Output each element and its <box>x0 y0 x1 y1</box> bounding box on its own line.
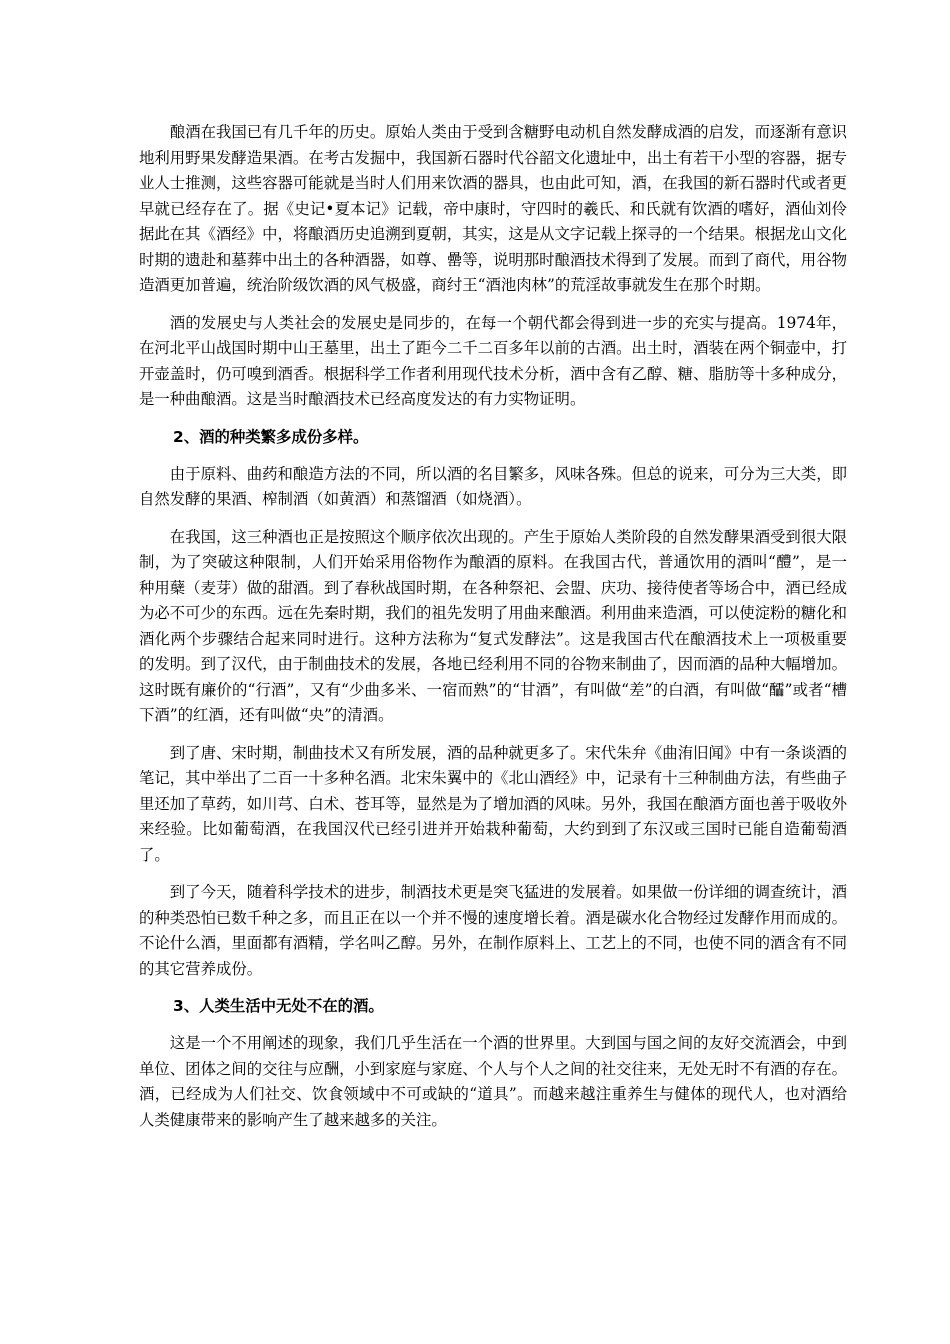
document-page <box>139 120 847 1145</box>
paragraph-three-categories: 由于原料、曲药和酿造方法的不同，所以酒的名目繁多，风味各殊。但总的说来，可分为三大类，即自然发酵的果酒、榨制酒（如黄酒）和蒸馏酒（如烧酒）。 <box>139 464 847 508</box>
paragraph-tang-song: 到了唐、宋时期，制曲技术又有所发展，酒的品种就更多了。宋代朱弁《曲洧旧闻》中有一条谈酒的笔记，其中举出了二百一十多种名酒。北宋朱翼中的《北山酒经》中，记录有十三种制曲方法，有些曲子里还加了草药，如川芎、白术、苍耳等，显然是为了增加酒的风味。另外，我国在酿酒方面也善于吸收外来经验。比如葡萄酒，在我国汉代已经引进并开始栽种葡萄，大约到到了东汉或三国时已能自造葡萄酒了。 <box>139 743 847 864</box>
paragraph-wine-everywhere: 这是一个不用阐述的现象，我们几乎生活在一个酒的世界里。大到国与国之间的友好交流酒会，中到单位、团体之间的交往与应酬，小到家庭与家庭、个人与个人之间的社交往来，无处无时不有酒的存在。酒，已经成为人们社交、饮食领域中不可或缺的“道具”。而越来越注重养生与健体的现代人，也对酒给人类健康带来的影响产生了越来越多的关注。 <box>139 1034 847 1129</box>
section-heading-wine-in-life: 3、人类生活中无处不在的酒。 <box>173 997 384 1015</box>
section-heading-wine-varieties: 2、酒的种类繁多成份多样。 <box>173 427 369 446</box>
paragraph-ancient-brewing: 在我国，这三种酒也正是按照这个顺序依次出现的。产生于原始人类阶段的自然发酵果酒受到很大限制，为了突破这种限制，人们开始采用俗物作为酿酒的原料。在我国古代，普通饮用的酒叫“醴”，是一种用蘖（麦芽）做的甜酒。到了春秋战国时期，在各种祭祀、会盟、庆功、接待使者等场合中，酒已经成为必不可少的东西。远在先秦时期，我们的祖先发明了用曲来酿酒。利用曲来造酒，可以使淀粉的糖化和酒化两个步骤结合起来同时进行。这种方法称为“复式发酵法”。这是我国古代在酿酒技术上一项极重要的发明。到了汉代，由于制曲技术的发展，各地已经利用不同的谷物来制曲了，因而酒的品种大幅增加。这时既有廉价的“行酒”，又有“少曲多米、一宿而熟”的“甘酒”，有叫做“差”的白酒，有叫做“醽”或者“槽下酒”的红酒，还有叫做“央”的清酒。 <box>139 527 847 724</box>
paragraph-wine-history-development: 酒的发展史与人类社会的发展史是同步的，在每一个朝代都会得到进一步的充实与提高。1974年，在河北平山战国时期中山王墓里，出土了距今二千二百多年以前的古酒。出土时，酒装在两个铜壶中，打开壶盖时，仍可嗅到酒香。根据科学工作者利用现代技术分析，酒中含有乙醇、糖、脂肪等十多种成分，是一种曲酿酒。这是当时酿酒技术已经高度发达的有力实物证明。 <box>139 313 847 408</box>
paragraph-modern-wine: 到了今天，随着科学技术的进步，制酒技术更是突飞猛进的发展着。如果做一份详细的调查统计，酒的种类恐怕已数千种之多，而且正在以一个并不慢的速度增长着。酒是碳水化合物经过发酵作用而成的。不论什么酒，里面都有酒精，学名叫乙醇。另外，在制作原料上、工艺上的不同，也使不同的酒含有不同的其它营养成份。 <box>139 883 847 978</box>
paragraph-wine-history-origins: 酿酒在我国已有几千年的历史。原始人类由于受到含糖野电动机自然发酵成酒的启发，而逐渐有意识地利用野果发酵造果酒。在考古发掘中，我国新石器时代谷韶文化遗址中，出土有若干小型的容器，据专业人士推测，这些容器可能就是当时人们用来饮酒的器具，也由此可知，酒，在我国的新石器时代或者更早就已经存在了。据《史记•夏本记》记载，帝中康时，守四时的羲氏、和氏就有饮酒的嗜好，酒仙刘伶据此在其《酒经》中，将酿酒历史追溯到夏朝，其实，这是从文字记载上探寻的一个结果。根据龙山文化时期的遗赴和墓葬中出土的各种酒器，如尊、罍等，说明那时酿酒技术得到了发展。而到了商代，用谷物造酒更加普遍，统治阶级饮酒的风气极盛，商纣王“酒池肉林”的荒淫故事就发生在那个时期。 <box>139 123 847 294</box>
